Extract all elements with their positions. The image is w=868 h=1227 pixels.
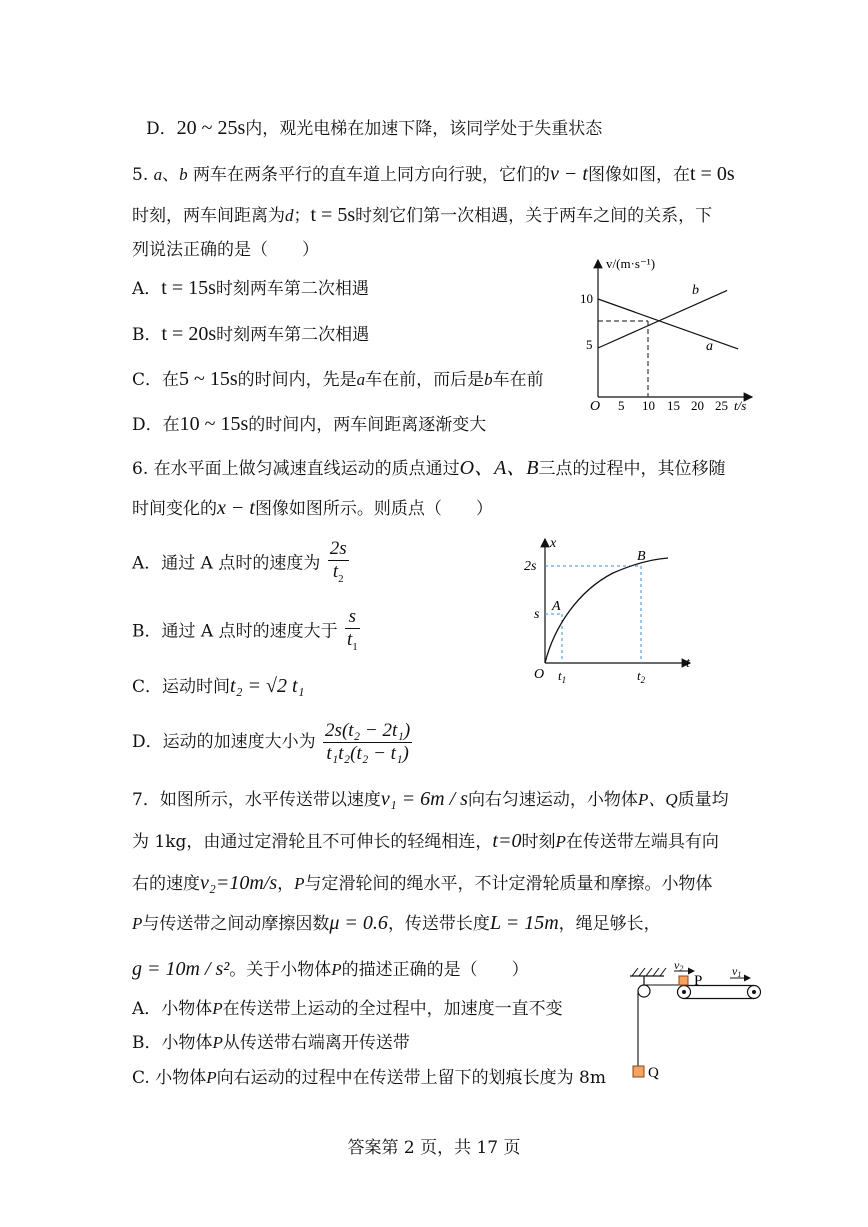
vt-xtick-20: 20 [691, 398, 704, 413]
block-q-label: Q [648, 1065, 659, 1081]
var: P [132, 914, 143, 933]
q7-stem-line3 [132, 871, 713, 896]
option-text: 的时间内，两车间距离逐渐变大 [248, 415, 487, 435]
q7-option-b [132, 1031, 410, 1055]
text: 在传送带左端具有向 [565, 832, 719, 852]
den-text: t [346, 629, 353, 650]
text: 与传送带之间动摩擦因数 [142, 914, 330, 934]
subscript: 2 [338, 572, 344, 585]
var: P、Q [637, 790, 678, 809]
math: O、A、B [459, 457, 539, 479]
subscript: 1 [352, 640, 358, 653]
var: d [285, 206, 294, 225]
var: b [484, 370, 493, 389]
page-footer: 答案第 2 页，共 17 页 [347, 1138, 521, 1158]
xt-ytick-2s: 2s [524, 559, 537, 574]
num-text: 2s [329, 538, 347, 559]
option-text: 车在前，而后是 [365, 370, 485, 390]
num-text: 2s(t₂ − 2t₁) [325, 720, 411, 741]
q7-option-a [132, 997, 563, 1021]
xt-point-a: A [552, 599, 561, 614]
q5-stem-line1 [132, 162, 735, 187]
text: 图像如图，在 [587, 165, 690, 185]
math: 20 ~ 25s [176, 117, 246, 139]
var: P [206, 1068, 217, 1087]
vt-line-a-label: a [706, 339, 713, 354]
fraction [323, 720, 412, 765]
option-text: B．通过 A 点时的速度大于 [132, 621, 338, 642]
fraction [328, 538, 349, 590]
q5-stem-line3 [132, 238, 319, 262]
numerator [328, 538, 349, 561]
vt-line-a [598, 299, 738, 349]
var: b [179, 165, 188, 184]
question-number: 5. [132, 165, 149, 185]
vt-xtick-5: 5 [618, 398, 625, 413]
text: 三点的过程中，其位移随 [538, 459, 726, 479]
v2-label [674, 958, 683, 973]
var: P [294, 874, 305, 893]
q5-option-d [132, 412, 486, 437]
text: 列说法正确的是（ ） [132, 240, 319, 260]
denominator [345, 629, 360, 658]
xt-x-label: t [686, 656, 690, 671]
math: v₂=10m/s [200, 872, 278, 894]
fraction [345, 606, 360, 658]
option-text: 向右运动的过程中在传送带上留下的划痕长度为 8m [216, 1068, 606, 1088]
denominator [328, 561, 349, 590]
v1-text: v [732, 964, 738, 978]
option-text: 从传送带右端离开传送带 [222, 1033, 410, 1053]
xt-ytick-s: s [534, 607, 540, 622]
text: 的描述正确的是（ ） [341, 960, 529, 980]
text: 7．如图所示，水平传送带以速度 [132, 790, 381, 810]
belt-right-roller-center [752, 990, 756, 994]
text: 两车在两条平行的直车道上同方向行驶，它们的 [187, 165, 551, 185]
option-label: A． [132, 279, 162, 299]
option-label: D．在 [132, 415, 180, 435]
text: 时刻 [521, 832, 556, 852]
xt-origin: O [534, 667, 545, 682]
text: 时刻，两车间距离为 [132, 206, 285, 226]
q6-stem-line2 [132, 496, 493, 521]
q6-option-a [132, 538, 349, 590]
vt-graph [572, 252, 762, 422]
xt-t1-label [558, 668, 566, 685]
math: t = 5s [310, 204, 356, 226]
text: 图像如图所示。则质点（ ） [254, 499, 493, 519]
t2-sub: 2 [640, 675, 646, 685]
text: ， [277, 874, 295, 894]
math: v₁ = 6m / s [380, 788, 468, 810]
math: t = 15s [161, 277, 216, 299]
vt-xtick-15: 15 [667, 398, 680, 413]
option-text: A．通过 A 点时的速度为 [132, 553, 321, 574]
v2-text: v [674, 958, 680, 972]
text: 为 1kg，由通过定滑轮且不可伸长的轻绳相连， [132, 832, 493, 852]
var: a [153, 165, 163, 184]
option-text: C. 小物体 [132, 1068, 207, 1088]
vt-ytick-5: 5 [586, 337, 593, 352]
math: L = 15m [489, 912, 559, 934]
den-text: t₁t₂(t₂ − t₁) [326, 743, 409, 764]
option-text: C．运动时间 [132, 677, 231, 697]
var: P [331, 960, 342, 979]
q5-stem-line2 [132, 203, 712, 228]
v2-sub: 2 [679, 964, 684, 973]
belt-left-roller-center [682, 990, 686, 994]
math: 5 ~ 15s [179, 368, 238, 390]
text: ，绳足够长， [558, 914, 661, 934]
option-text: B．小物体 [132, 1033, 213, 1053]
xt-point-b: B [637, 549, 646, 564]
text: 。关于小物体 [229, 960, 332, 980]
var: P [555, 832, 566, 851]
t2-text: t [637, 668, 641, 683]
math: v − t [550, 163, 588, 185]
text: 向右匀速运动，小物体 [467, 790, 638, 810]
xt-graph [518, 535, 698, 685]
math: x − t [217, 497, 255, 519]
q6-option-b [132, 606, 360, 658]
block-q [633, 1066, 644, 1077]
block-p-label: P [694, 973, 703, 989]
xt-y-label: x [550, 536, 557, 551]
num-text: s [348, 606, 357, 627]
option-text: 内，观光电梯在加速下降，该同学处于失重状态 [245, 119, 603, 139]
var: a [356, 370, 366, 389]
option-text: 时刻两车第二次相遇 [215, 279, 369, 299]
text: ，传送带长度 [387, 914, 490, 934]
text: 与定滑轮间的绳水平，不计定滑轮质量和摩擦。小物体 [304, 874, 713, 894]
option-label: B． [132, 325, 162, 345]
vt-origin: O [590, 399, 601, 414]
math: t=0 [492, 830, 522, 852]
text: 、 [162, 165, 180, 185]
q7-stem-line1 [132, 787, 729, 812]
math: g = 10m / s² [132, 958, 230, 980]
t1-text: t [558, 668, 562, 683]
vt-ytick-10: 10 [580, 291, 593, 306]
q7-stem-line2 [132, 829, 719, 854]
option-label: D． [146, 119, 177, 139]
math: t = 0s [689, 163, 735, 185]
q6-stem-line1 [132, 456, 726, 481]
option-text: 在传送带上运动的全过程中，加速度一直不变 [222, 999, 563, 1019]
xt-curve [545, 558, 668, 663]
option-text: 的时间内，先是 [237, 370, 357, 390]
q5-option-a [132, 276, 369, 301]
vt-line-b-label: b [692, 283, 699, 298]
den-text: t [332, 561, 339, 582]
block-p [679, 976, 688, 985]
conveyor-diagram [622, 958, 772, 1086]
option-text: 车在前 [492, 370, 544, 390]
q5-option-b [132, 322, 369, 347]
numerator [345, 606, 360, 629]
vt-y-label: v/(m·s⁻¹) [606, 256, 656, 271]
vt-xtick-10: 10 [642, 398, 655, 413]
text: 右的速度 [132, 874, 200, 894]
var: P [212, 1033, 223, 1052]
q6-option-d [132, 718, 412, 766]
vt-x-label: t/s [734, 398, 747, 413]
text: 质量均 [677, 790, 729, 810]
q7-option-c [132, 1066, 606, 1090]
text: 时间变化的 [132, 499, 217, 519]
option-text: A．小物体 [132, 999, 213, 1019]
v1-sub: 1 [737, 970, 742, 979]
q5-option-c [132, 367, 544, 392]
t1-sub: 1 [561, 675, 567, 685]
math: μ = 0.6 [329, 912, 388, 934]
q4-option-d [146, 116, 602, 141]
q7-stem-line5 [132, 957, 529, 982]
math: 10 ~ 15s [179, 413, 249, 435]
option-label: C．在 [132, 370, 180, 390]
math: t₂ = √2 t₁ [230, 675, 305, 697]
xt-t2-label [637, 668, 646, 685]
text: 时刻它们第一次相遇，关于两车之间的关系，下 [355, 206, 713, 226]
text: ； [293, 206, 311, 226]
pulley-icon [638, 985, 650, 997]
vt-xtick-25: 25 [715, 398, 728, 413]
math: t = 20s [161, 323, 217, 345]
option-text: 时刻两车第二次相遇 [216, 325, 370, 345]
ceiling-hatch [630, 968, 666, 976]
option-text: D．运动的加速度大小为 [132, 732, 316, 752]
var: P [212, 999, 223, 1018]
v1-label [732, 964, 741, 979]
numerator [323, 720, 412, 743]
denominator [323, 743, 412, 765]
q7-stem-line4 [132, 911, 661, 936]
q6-option-c [132, 674, 305, 699]
text: 6. 在水平面上做匀减速直线运动的质点通过 [132, 459, 460, 479]
